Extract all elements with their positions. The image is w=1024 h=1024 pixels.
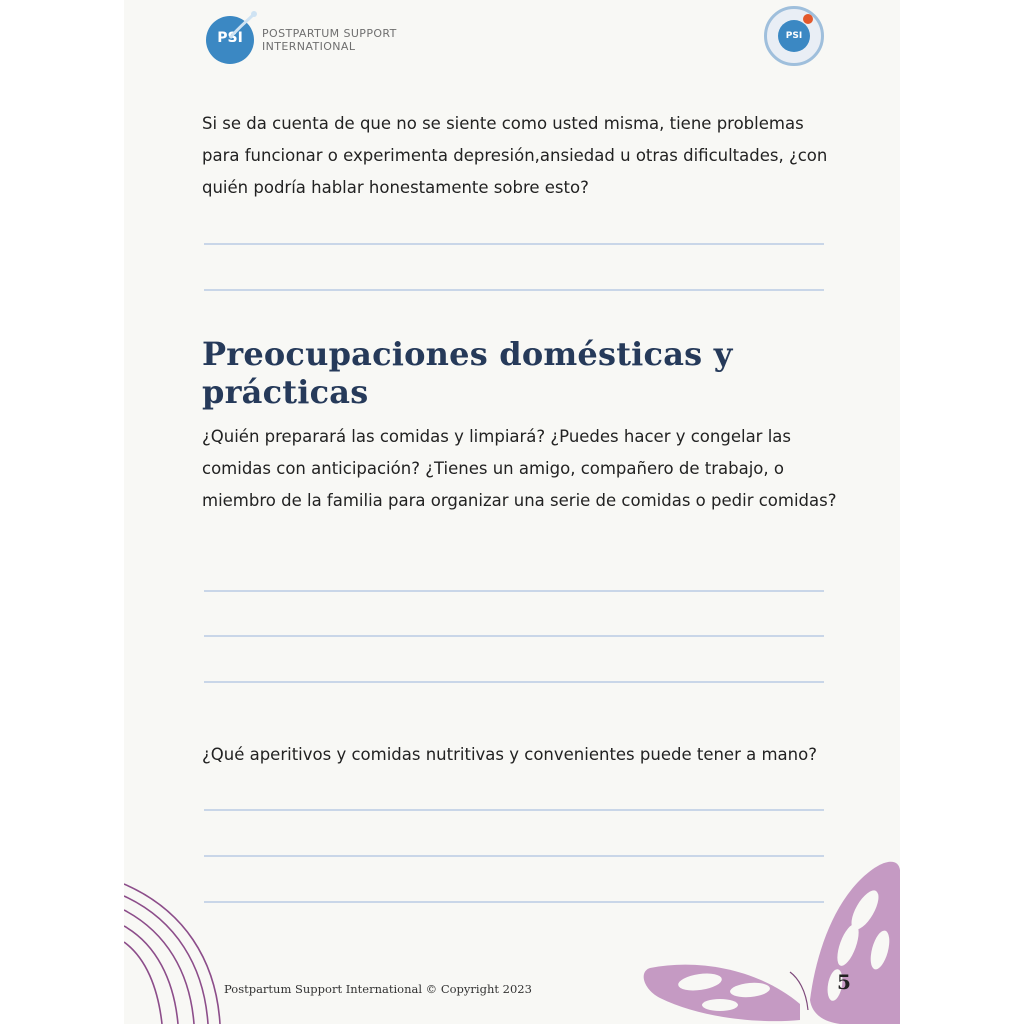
question-snacks: ¿Qué aperitivos y comidas nutritivas y convenientes puede tener a mano? xyxy=(202,745,817,764)
seal-dot-icon xyxy=(803,14,813,24)
workbook-page xyxy=(124,0,900,1024)
answer-line[interactable] xyxy=(204,590,824,592)
copyright-footer: Postpartum Support International © Copyright 2023 xyxy=(224,982,532,996)
page-number: 5 xyxy=(837,970,851,994)
swirl-icon xyxy=(224,10,258,40)
answer-line[interactable] xyxy=(204,289,824,291)
decorative-arcs xyxy=(124,870,244,1024)
question-meals: ¿Quién preparará las comidas y limpiará? ¿Puedes hacer y congelar las comidas con anticipación? ¿Tienes un amigo, compañero de trabajo, o miembro de la familia para organizar una serie de comidas o pedir comidas? xyxy=(202,427,837,510)
question-support-contact: Si se da cuenta de que no se siente como usted misma, tiene problemas para funcionar o experimenta depresión,ansiedad u otras dificultades, ¿con quién podría hablar honestamente sobre esto? xyxy=(202,114,828,197)
psi-seal-logo xyxy=(764,6,824,66)
answer-line[interactable] xyxy=(204,243,824,245)
psi-seal-text: PSI xyxy=(778,20,810,52)
org-name-line2: INTERNATIONAL xyxy=(262,40,356,53)
org-name xyxy=(262,27,412,53)
answer-line[interactable] xyxy=(204,681,824,683)
butterfly-icon xyxy=(640,850,900,1024)
org-name-line1: POSTPARTUM SUPPORT xyxy=(262,27,397,40)
answer-line[interactable] xyxy=(204,635,824,637)
section-heading: Preocupaciones domésticas y prácticas xyxy=(202,335,733,411)
answer-line[interactable] xyxy=(204,809,824,811)
psi-logo-text: PSI xyxy=(217,30,243,46)
psi-logo xyxy=(206,10,406,70)
